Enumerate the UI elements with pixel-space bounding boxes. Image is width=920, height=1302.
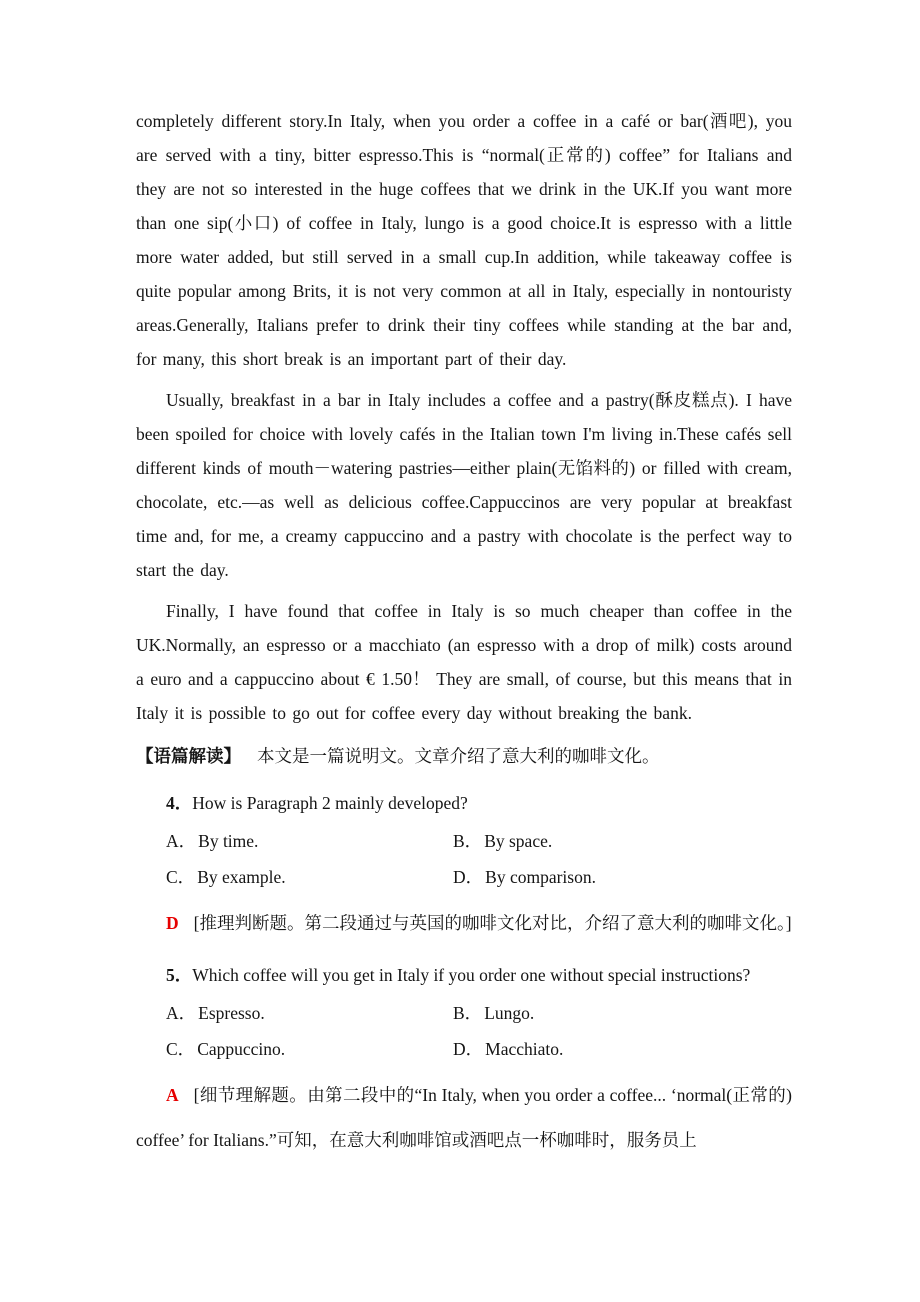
- question-4-answer-letter: D: [166, 913, 179, 933]
- question-5-options: [166, 995, 792, 1067]
- option-5b-label: B．: [453, 1003, 483, 1023]
- passage-paragraph-2: Usually, breakfast in a bar in Italy includes a coffee and a pastry(酥皮糕点). I have been spoiled for choice with lovely cafés in the Italian town I'm living in.These cafés sell different kinds of mouth－watering pastries—either plain(无馅料的) or filled with cream, chocolate, etc.—as well as delicious coffee.Cappuccinos are very popular at breakfast time and, for me, a creamy cappuccino and a pastry with chocolate is the perfect way to start the day.: [136, 390, 792, 580]
- option-4a[interactable]: [166, 823, 453, 859]
- option-5c-label: C．: [166, 1039, 196, 1059]
- question-4-options-row-1: [166, 823, 792, 859]
- question-4-text: How is Paragraph 2 mainly developed?: [192, 793, 468, 813]
- option-4b[interactable]: [453, 823, 792, 859]
- passage-analysis-text: 本文是一篇说明文。文章介绍了意大利的咖啡文化。: [257, 746, 660, 766]
- option-5a-label: A．: [166, 1003, 197, 1023]
- option-5a-text: Espresso.: [198, 1003, 265, 1023]
- option-4d-text: By comparison.: [485, 867, 596, 887]
- question-4-explanation-text: [推理判断题。第二段通过与英国的咖啡文化对比，介绍了意大利的咖啡文化。]: [193, 913, 792, 933]
- question-5-explanation-text: [细节理解题。由第二段中的“In Italy, when you order a coffee... ‘normal(正常的) coffee’ for Italians.”可知，在意大利咖啡馆或酒吧点一杯咖啡时，服务员上: [136, 1085, 792, 1150]
- question-4-options-row-2: [166, 859, 792, 895]
- option-5d[interactable]: [453, 1031, 792, 1067]
- passage-paragraph-1: completely different story.In Italy, when you order a coffee in a café or bar(酒吧), you are served with a tiny, bitter espresso.This is “normal(正常的) coffee” for Italians and they are not so interested in the huge coffees that we drink in the UK.If you want more than one sip(小口) of coffee in Italy, lungo is a good choice.It is espresso with a little more water added, but still served in a small cup.In addition, while takeaway coffee is quite popular among Brits, it is not very common at all in Italy, especially in nontouristy areas.Generally, Italians prefer to drink their tiny coffees while standing at the bar and, for many, this short break is an important part of their day.: [136, 111, 792, 369]
- option-5b[interactable]: [453, 995, 792, 1031]
- option-4c-text: By example.: [197, 867, 286, 887]
- question-5-options-row-2: [166, 1031, 792, 1067]
- option-4d[interactable]: [453, 859, 792, 895]
- option-4d-label: D．: [453, 867, 484, 887]
- option-5d-label: D．: [453, 1039, 484, 1059]
- question-4-stem: [136, 786, 792, 820]
- option-5c[interactable]: [166, 1031, 453, 1067]
- question-4-number: 4．: [166, 793, 193, 813]
- option-4b-label: B．: [453, 831, 483, 851]
- question-5-stem: [136, 958, 792, 992]
- question-4-options: [166, 823, 792, 895]
- passage-paragraph-3: Finally, I have found that coffee in Italy is so much cheaper than coffee in the UK.Normally, an espresso or a macchiato (an espresso with a drop of milk) costs around a euro and a cappuccino about € 1.50！ They are small, of course, but this means that in Italy it is possible to go out for coffee every day without breaking the bank.: [136, 601, 792, 723]
- option-5b-text: Lungo.: [484, 1003, 535, 1023]
- option-4a-label: A．: [166, 831, 197, 851]
- option-4b-text: By space.: [484, 831, 553, 851]
- option-5d-text: Macchiato.: [485, 1039, 564, 1059]
- question-5-number: 5．: [166, 965, 193, 985]
- question-5-options-row-1: [166, 995, 792, 1031]
- option-4c[interactable]: [166, 859, 453, 895]
- question-4-answer-explanation: [136, 901, 792, 946]
- option-4c-label: C．: [166, 867, 196, 887]
- option-5a[interactable]: [166, 995, 453, 1031]
- passage-analysis: [136, 738, 792, 774]
- option-4a-text: By time.: [198, 831, 259, 851]
- question-5-answer-letter: A: [166, 1085, 179, 1105]
- question-5-text: Which coffee will you get in Italy if you order one without special instructions?: [192, 965, 751, 985]
- question-5-answer-explanation: [136, 1073, 792, 1163]
- option-5c-text: Cappuccino.: [197, 1039, 286, 1059]
- passage-analysis-label: 【语篇解读】: [136, 746, 241, 766]
